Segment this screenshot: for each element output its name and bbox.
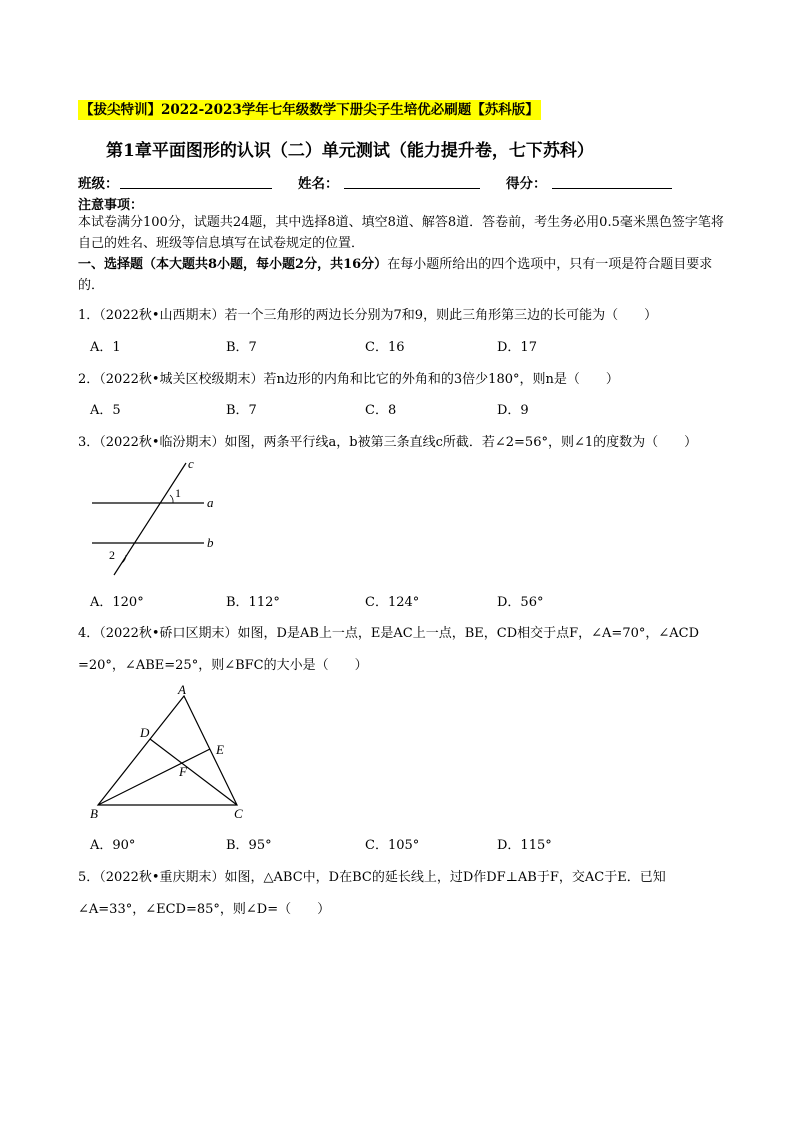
label-point-c: C [234,806,243,821]
question-3-option-b[interactable]: B．112° [226,595,280,610]
question-3-option-a[interactable]: A．120° [90,595,144,610]
score-blank [552,188,672,189]
question-1-text: 1．（2022秋•山西期末）若一个三角形的两边长分别为7和9，则此三角形第三边的长可能为（ ） [78,308,658,323]
question-3-option-d[interactable]: D．56° [497,595,544,610]
label-point-b: B [90,806,98,821]
label-a: a [207,495,214,510]
label-angle-2: 2 [109,548,115,562]
question-4-option-a[interactable]: A．90° [90,838,136,853]
transversal-line-c [114,463,186,575]
question-2-option-a[interactable]: A．5 [90,403,121,418]
question-2-option-d[interactable]: D．9 [497,403,529,418]
angle-1-arc [170,495,173,503]
section1-heading-rest: 在每小题所给出的四个选项中，只有一项是符合题目要求的． [78,257,713,293]
label-point-a: A [178,682,186,697]
section1-heading [78,254,726,296]
question-4-figure [84,682,254,822]
question-4-text-line1: 4．（2022秋•硚口区期末）如图，D是AB上一点，E是AC上一点，BE，CD相交于点F，∠A=70°，∠ACD [78,626,700,641]
question-2-option-b[interactable]: B．7 [226,403,257,418]
question-1-option-c[interactable]: C．16 [365,340,405,355]
label-point-f: F [179,764,187,779]
question-2-option-c[interactable]: C．8 [365,403,397,418]
question-4-option-c[interactable]: C．105° [365,838,420,853]
question-4-option-b[interactable]: B．95° [226,838,272,853]
section1-heading-bold: 一、选择题（本大题共8小题，每小题2分，共16分） [78,257,388,272]
notice-heading: 注意事项： [78,198,144,213]
question-1-option-b[interactable]: B．7 [226,340,257,355]
score-label: 得分： [506,176,547,192]
question-3-figure [80,455,230,583]
series-banner: 【拔尖特训】2022-2023学年七年级数学下册尖子生培优必刷题【苏科版】 [80,102,539,118]
label-angle-1: 1 [175,486,181,500]
question-4-option-d[interactable]: D．115° [497,838,552,853]
question-5-text-line1: 5．（2022秋•重庆期末）如图，△ABC中，D在BC的延长线上，过D作DF⊥AB于F，交AC于E．已知 [78,870,666,885]
segment-be [98,749,210,805]
question-1-option-d[interactable]: D．17 [497,340,537,355]
name-label: 姓名： [298,176,339,192]
question-2-text: 2．（2022秋•城关区校级期末）若n边形的内角和比它的外角和的3倍少180°，则n是（ ） [78,372,619,387]
question-4-text-line2: =20°，∠ABE=25°，则∠BFC的大小是（ ） [78,658,368,673]
label-c: c [188,456,194,471]
question-1-option-a[interactable]: A．1 [90,340,121,355]
name-blank [344,188,480,189]
label-b: b [207,535,214,550]
class-label: 班级： [78,176,119,192]
question-3-text: 3．（2022秋•临汾期末）如图，两条平行线a，b被第三条直线c所截．若∠2=56°，则∠1的度数为（ ） [78,435,698,450]
question-3-option-c[interactable]: C．124° [365,595,420,610]
question-5-text-line2: ∠A=33°，∠ECD=85°，则∠D=（ ） [78,902,331,917]
notice-body: 本试卷满分100分，试题共24题，其中选择8道、填空8道、解答8道．答卷前，考生务必用0.5毫米黑色签字笔将自己的姓名、班级等信息填写在试卷规定的位置． [78,215,724,251]
label-point-e: E [216,742,224,757]
class-blank [120,188,272,189]
label-point-d: D [140,725,150,740]
page-title: 第1章平面图形的认识（二）单元测试（能力提升卷，七下苏科） [106,141,594,161]
